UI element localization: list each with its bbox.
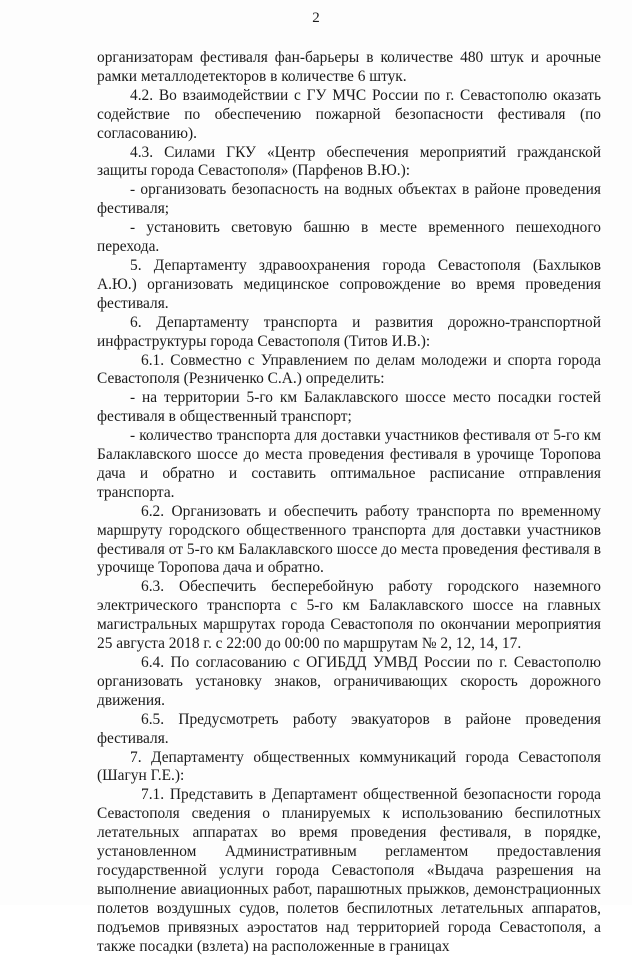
- paragraph-4-3-item-light-tower: - установить световую башню в месте временного пешеходного перехода.: [97, 219, 601, 256]
- page-number: 2: [312, 10, 320, 26]
- paragraph-continuation: организаторам фестиваля фан-барьеры в количестве 480 штук и арочные рамки металлодетекторов в количестве 6 штук.: [97, 49, 601, 85]
- paragraph-6-1-item-boarding: - на территории 5-го км Балаклавского шоссе место посадки гостей фестиваля в общественный транспорт;: [97, 389, 601, 426]
- paragraph-6-2: 6.2. Организовать и обеспечить работу транспорта по временному маршруту городского общественного транспорта для доставки участников фестиваля от 5-го км Балаклавского шоссе до места проведения фестиваля в урочище Торопова дача и обратно.: [97, 502, 601, 577]
- document-body: [97, 49, 601, 957]
- paragraph-7: 7. Департаменту общественных коммуникаций города Севастополя (Шагун Г.Е.):: [97, 748, 601, 785]
- paragraph-6-1-item-transport-count: - количество транспорта для доставки участников фестиваля от 5-го км Балаклавского шоссе до места проведения фестиваля в урочище Торопова дача и обратно и составить оптимальное расписание отправления транспорта.: [97, 427, 601, 501]
- paragraph-7-1: 7.1. Представить в Департамент общественной безопасности города Севастополя сведения о планируемых к использованию беспилотных летательных аппаратах во время проведения фестиваля, в порядке, установленном Административным регламентом предоставления государственной услуги города Севастополя «Выдача разрешения на выполнение авиационных работ, парашютных прыжков, демонстрационных полетов воздушных судов, полетов беспилотных летательных аппаратов, подъемов привязных аэростатов над территорией города Севастополя, а также посадки (взлета) на расположенные в границах: [97, 786, 601, 955]
- paragraph-6-4: 6.4. По согласованию с ОГИБДД УМВД России по г. Севастополю организовать установку знаков, ограничивающих скорость дорожного движения.: [97, 654, 601, 709]
- paragraph-6-3: 6.3. Обеспечить бесперебойную работу городского наземного электрического транспорта с 5-го км Балаклавского шоссе на главных магистральных маршрутах города Севастополя по окончании мероприятия 25 августа 2018 г. с 22:00 до 00:00 по маршрутам № 2, 12, 14, 17.: [97, 578, 601, 653]
- paragraph-6-1: 6.1. Совместно с Управлением по делам молодежи и спорта города Севастополя (Резниченко С.А.) определить:: [97, 351, 601, 388]
- paragraph-4-2: 4.2. Во взаимодействии с ГУ МЧС России по г. Севастополю оказать содействие по обеспечению пожарной безопасности фестиваля (по согласованию).: [97, 86, 601, 142]
- paragraph-6-5: 6.5. Предусмотреть работу эвакуаторов в районе проведения фестиваля.: [97, 710, 601, 747]
- paragraph-6: 6. Департаменту транспорта и развития дорожно-транспортной инфраструктуры города Севастополя (Титов И.В.):: [97, 313, 601, 350]
- paragraph-5: 5. Департаменту здравоохранения города Севастополя (Бахлыков А.Ю.) организовать медицинское сопровождение во время проведения фестиваля.: [97, 256, 601, 312]
- paragraph-4-3-item-water-safety: - организовать безопасность на водных объектах в районе проведения фестиваля;: [97, 181, 601, 218]
- paragraph-4-3: 4.3. Силами ГКУ «Центр обеспечения мероприятий гражданской защиты города Севастополя» (Парфенов В.Ю.):: [97, 143, 601, 180]
